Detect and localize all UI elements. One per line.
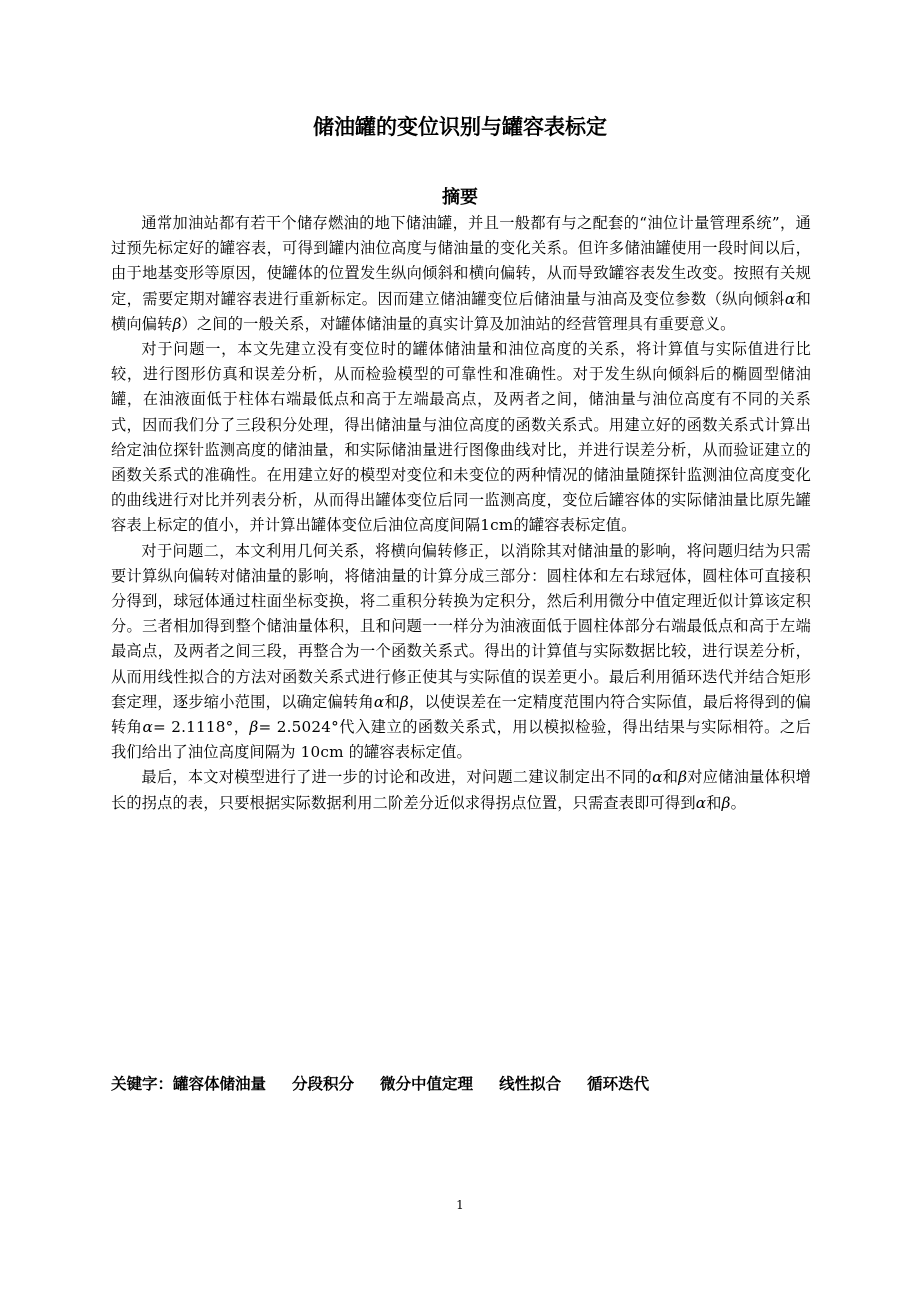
beta-symbol: β	[172, 314, 182, 333]
abstract-paragraph-3-text-e: 代入建立的函数关系式，用以模拟检验，得出结果与实际相符。之后我们给出了油位高度间隔为 10cm 的罐容表标定值。	[111, 718, 811, 762]
abstract-paragraph-3-text-d: ，	[233, 718, 250, 737]
abstract-paragraph-4	[111, 765, 811, 815]
abstract-paragraph-1-text-a: 通常加油站都有若干个储存燃油的地下储油罐，并且一般都有与之配套的“油位计量管理系统”，通过预先标定好的罐容表，可得到罐内油位高度与储油量的变化关系。但许多储油罐使用一段时间以后，由于地基变形等原因，使罐体的位置发生纵向倾斜和横向偏转，从而导致罐容表发生改变。按照有关规定，需要定期对罐容表进行重新标定。因而建立储油罐变位后储油量与油高及变位参数（纵向倾斜	[111, 214, 811, 308]
abstract-paragraph-3-text-b: 和	[384, 692, 400, 711]
abstract-paragraph-4-text-a: 最后，本文对模型进行了进一步的讨论和改进，对问题二建议制定出不同的	[141, 768, 653, 787]
abstract-paragraph-4-text-e: 。	[730, 793, 746, 812]
abstract-heading: 摘要	[442, 187, 478, 208]
alpha-symbol: α	[784, 289, 796, 308]
alpha-symbol: α	[652, 768, 663, 787]
alpha-symbol: α	[695, 793, 707, 812]
alpha-symbol: α	[373, 692, 385, 711]
keywords-label: 关键字：	[111, 1075, 174, 1093]
beta-symbol: β	[249, 718, 259, 737]
abstract-paragraph-4-text-b: 和	[662, 768, 679, 787]
abstract-paragraph-4-text-d: 和	[706, 793, 722, 812]
abstract-paragraph-2: 对于问题一，本文先建立没有变位时的罐体储油量和油位高度的关系，将计算值与实际值进行比较，进行图形仿真和误差分析，从而检验模型的可靠性和准确性。对于发生纵向倾斜后的椭圆型储油罐，在油液面低于柱体右端最低点和高于左端最高点，及两者之间，储油量与油位高度有不同的关系式，因而我们分了三段积分处理，得出储油量与油位高度的函数关系式。用建立好的函数关系式计算出给定油位探针监测高度的储油量，和实际储油量进行图像曲线对比，并进行误差分析，从而验证建立的函数关系式的准确性。在用建立好的模型对变位和未变位的两种情况的储油量随探针监测油位高度变化的曲线进行对比并列表分析，从而得出罐体变位后同一监测高度，变位后罐容体的实际储油量比原先罐容表上标定的值小，并计算出罐体变位后油位高度间隔1cm的罐容表标定值。	[111, 340, 811, 535]
keyword-item: 线性拟合	[499, 1075, 562, 1093]
paper-title: 储油罐的变位识别与罐容表标定	[313, 115, 607, 139]
abstract-paragraph-3-text-c: ，以使误差在一定精度范围内符合实际值，最后将得到的偏转角	[111, 692, 811, 737]
keyword-item: 循环迭代	[587, 1075, 650, 1093]
alpha-value: = 2.1118°	[152, 718, 234, 737]
keywords-line	[111, 1072, 811, 1096]
beta-symbol: β	[399, 692, 409, 711]
abstract-paragraph-1-text-b: 和横向偏转	[111, 289, 811, 333]
beta-value: = 2.5024°	[258, 718, 339, 737]
abstract-paragraph-1-text-c: ）之间的一般关系，对罐体储油量的真实计算及加油站的经营管理具有重要意义。	[181, 314, 736, 333]
abstract-paragraph-3-text-a: 对于问题二，本文利用几何关系，将横向偏转修正，以消除其对储油量的影响，将问题归结为只需要计算纵向偏转对储油量的影响，将储油量的计算分成三部分：圆柱体和左右球冠体，圆柱体可直接积分得到，球冠体通过柱面坐标变换，将二重积分转换为定积分，然后利用微分中值定理近似计算该定积分。三者相加得到整个储油量体积，且和问题一一样分为油液面低于圆柱体部分右端最低点和高于左端最高点，及两者之间三段，再整合为一个函数关系式。得出的计算值与实际数据比较，进行误差分析，从而用线性拟合的方法对函数关系式进行修正使其与实际值的误差更小。最后利用循环迭代并结合矩形套定理，逐步缩小范围，以确定偏转角	[111, 541, 811, 711]
keyword-item: 罐容体储油量	[173, 1075, 267, 1093]
abstract-body	[111, 211, 811, 816]
abstract-paragraph-1	[111, 211, 811, 337]
keyword-item: 分段积分	[292, 1075, 355, 1093]
abstract-paragraph-3	[111, 539, 811, 766]
abstract-paragraph-4-text-c: 对应储油量体积增长的拐点的表，只要根据实际数据利用二阶差分近似求得拐点位置，只需查表即可得到	[111, 768, 811, 812]
page-number: 1	[456, 1198, 464, 1212]
alpha-symbol: α	[142, 718, 153, 737]
keyword-item: 微分中值定理	[380, 1075, 474, 1093]
beta-symbol: β	[721, 793, 731, 812]
beta-symbol: β	[678, 768, 688, 787]
